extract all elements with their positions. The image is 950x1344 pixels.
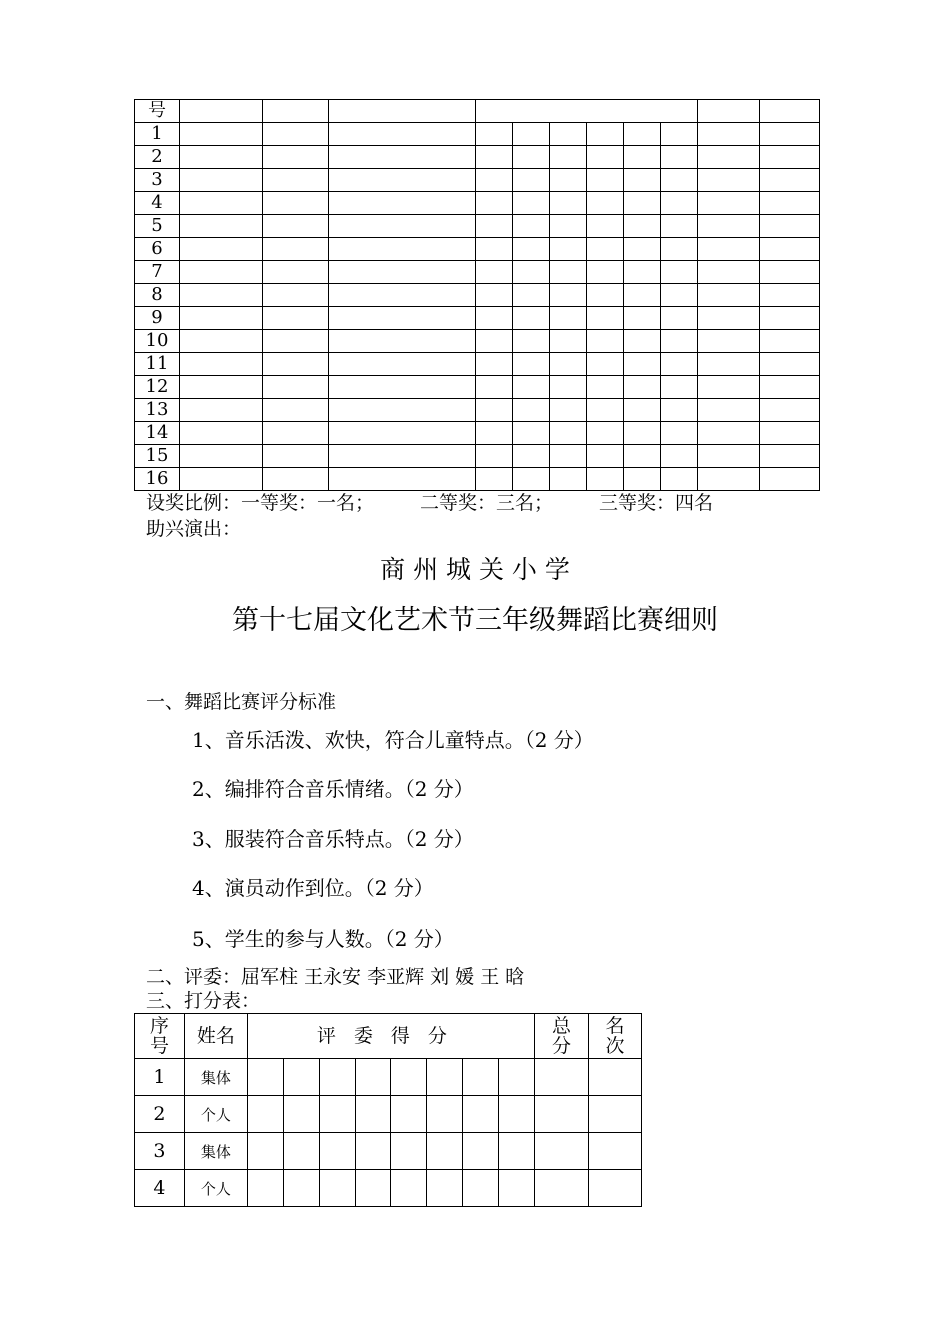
table-row	[135, 422, 820, 445]
empty-cell	[262, 192, 328, 215]
empty-cell	[476, 307, 513, 330]
score-cell	[283, 1133, 319, 1170]
empty-cell	[328, 376, 476, 399]
empty-cell	[262, 445, 328, 468]
empty-cell	[624, 330, 661, 353]
score-cell	[427, 1170, 463, 1207]
score-cell	[247, 1133, 283, 1170]
entry-type: 个人	[184, 1170, 247, 1207]
empty-cell	[328, 123, 476, 146]
empty-cell	[550, 284, 587, 307]
criteria-item: 5、学生的参与人数。（2 分）	[192, 927, 454, 951]
criteria-item: 2、编排符合音乐情绪。（2 分）	[192, 777, 474, 801]
empty-cell	[262, 422, 328, 445]
empty-cell	[760, 192, 820, 215]
table-row	[135, 284, 820, 307]
entry-type: 集体	[184, 1059, 247, 1096]
empty-cell	[179, 307, 262, 330]
empty-cell	[262, 261, 328, 284]
empty-cell	[476, 238, 513, 261]
empty-cell	[587, 307, 624, 330]
empty-cell	[698, 330, 760, 353]
score-cell	[283, 1096, 319, 1133]
entry-number: 4	[135, 1170, 185, 1207]
name-header: 姓名	[184, 1014, 247, 1059]
empty-cell	[661, 353, 698, 376]
support-performance: 助兴演出：	[146, 518, 242, 540]
empty-cell	[550, 399, 587, 422]
section2-judges: 二、评委：屈军柱 王永安 李亚辉 刘 媛 王 晗	[146, 966, 525, 988]
score-cell	[355, 1096, 391, 1133]
score-cell	[499, 1059, 535, 1096]
empty-cell	[624, 261, 661, 284]
score-cell	[427, 1059, 463, 1096]
empty-cell	[698, 284, 760, 307]
criteria-item: 3、服装符合音乐特点。（2 分）	[192, 827, 474, 851]
empty-cell	[513, 215, 550, 238]
score-cell	[391, 1096, 427, 1133]
empty-cell	[698, 468, 760, 491]
row-number: 6	[135, 238, 180, 261]
empty-cell	[587, 330, 624, 353]
empty-cell	[262, 238, 328, 261]
score-cell	[319, 1170, 355, 1207]
empty-cell	[476, 146, 513, 169]
empty-cell	[661, 284, 698, 307]
empty-cell	[661, 445, 698, 468]
empty-cell	[550, 146, 587, 169]
empty-cell	[624, 238, 661, 261]
score-table-header	[135, 1014, 642, 1059]
empty-cell	[698, 376, 760, 399]
empty-cell	[760, 376, 820, 399]
empty-cell	[262, 353, 328, 376]
empty-cell	[661, 261, 698, 284]
empty-cell	[513, 284, 550, 307]
empty-cell	[328, 169, 476, 192]
criteria-item: 1、音乐活泼、欢快，符合儿童特点。（2 分）	[192, 728, 594, 752]
empty-cell	[513, 123, 550, 146]
empty-cell	[179, 192, 262, 215]
empty-cell	[328, 238, 476, 261]
empty-cell	[760, 146, 820, 169]
empty-cell	[179, 146, 262, 169]
empty-cell	[698, 169, 760, 192]
empty-cell	[760, 399, 820, 422]
empty-cell	[698, 146, 760, 169]
empty-cell	[661, 376, 698, 399]
empty-cell	[179, 169, 262, 192]
table-row	[135, 353, 820, 376]
empty-cell	[550, 330, 587, 353]
empty-cell	[760, 215, 820, 238]
empty-cell	[476, 399, 513, 422]
empty-cell	[550, 422, 587, 445]
score-cell	[283, 1170, 319, 1207]
score-sheet-top-table	[134, 99, 820, 491]
empty-cell	[587, 238, 624, 261]
table-row	[135, 307, 820, 330]
empty-cell	[179, 238, 262, 261]
entry-type: 个人	[184, 1096, 247, 1133]
judges-score-header: 评委得分	[247, 1014, 534, 1059]
empty-cell	[624, 146, 661, 169]
empty-cell	[513, 238, 550, 261]
entry-type: 集体	[184, 1133, 247, 1170]
score-cell	[588, 1059, 641, 1096]
empty-cell	[760, 123, 820, 146]
empty-cell	[698, 123, 760, 146]
empty-cell	[476, 123, 513, 146]
empty-cell	[262, 123, 328, 146]
row-number: 15	[135, 445, 180, 468]
empty-cell	[476, 353, 513, 376]
empty-cell	[476, 445, 513, 468]
empty-cell	[760, 261, 820, 284]
award-ratio-line: 设奖比例：一等奖：一名； 二等奖：三名； 三等奖：四名	[146, 492, 714, 514]
empty-cell	[513, 399, 550, 422]
table-row	[135, 376, 820, 399]
empty-cell	[476, 330, 513, 353]
empty-cell	[262, 146, 328, 169]
empty-cell	[550, 261, 587, 284]
section1-heading: 一、舞蹈比赛评分标准	[146, 691, 337, 713]
empty-cell	[698, 399, 760, 422]
empty-cell	[587, 353, 624, 376]
empty-cell	[328, 284, 476, 307]
score-cell	[427, 1133, 463, 1170]
table-row	[135, 238, 820, 261]
empty-cell	[624, 445, 661, 468]
row-number: 8	[135, 284, 180, 307]
empty-cell	[550, 215, 587, 238]
empty-cell	[624, 468, 661, 491]
empty-cell	[698, 445, 760, 468]
rank-header: 名 次	[588, 1014, 641, 1059]
table-row	[135, 1170, 642, 1207]
empty-cell	[328, 330, 476, 353]
empty-cell	[587, 376, 624, 399]
score-cell	[283, 1059, 319, 1096]
empty-cell	[513, 376, 550, 399]
empty-cell	[624, 169, 661, 192]
empty-cell	[179, 330, 262, 353]
empty-cell	[624, 353, 661, 376]
score-cell	[499, 1133, 535, 1170]
score-cell	[588, 1096, 641, 1133]
empty-cell	[587, 169, 624, 192]
empty-cell	[476, 192, 513, 215]
score-cell	[355, 1133, 391, 1170]
score-cell	[535, 1096, 589, 1133]
empty-cell	[587, 215, 624, 238]
score-cell	[588, 1170, 641, 1207]
table-row	[135, 192, 820, 215]
score-cell	[247, 1170, 283, 1207]
table-row	[135, 1133, 642, 1170]
score-cell	[247, 1059, 283, 1096]
table-row	[135, 1059, 642, 1096]
score-table	[134, 1013, 642, 1207]
empty-cell	[661, 238, 698, 261]
entry-number: 1	[135, 1059, 185, 1096]
empty-cell	[661, 307, 698, 330]
score-cell	[463, 1133, 499, 1170]
section3-heading: 三、打分表：	[146, 990, 261, 1012]
empty-cell	[698, 261, 760, 284]
row-number: 14	[135, 422, 180, 445]
empty-cell	[661, 146, 698, 169]
score-cell	[391, 1170, 427, 1207]
empty-cell	[587, 468, 624, 491]
score-cell	[319, 1059, 355, 1096]
score-cell	[463, 1059, 499, 1096]
empty-cell	[513, 422, 550, 445]
row-number: 2	[135, 146, 180, 169]
empty-cell	[587, 445, 624, 468]
empty-cell	[698, 422, 760, 445]
school-name: 商 州 城 关 小 学	[380, 555, 570, 584]
empty-cell	[550, 307, 587, 330]
empty-cell	[550, 468, 587, 491]
row-number: 3	[135, 169, 180, 192]
score-cell	[535, 1133, 589, 1170]
empty-cell	[587, 192, 624, 215]
empty-cell	[587, 284, 624, 307]
empty-cell	[179, 284, 262, 307]
empty-cell	[760, 422, 820, 445]
empty-cell	[262, 330, 328, 353]
header-cell: 号	[135, 100, 180, 123]
empty-cell	[661, 123, 698, 146]
score-cell	[535, 1170, 589, 1207]
empty-cell	[179, 399, 262, 422]
empty-cell	[698, 215, 760, 238]
entry-number: 2	[135, 1096, 185, 1133]
empty-cell	[624, 284, 661, 307]
entry-number: 3	[135, 1133, 185, 1170]
empty-cell	[550, 192, 587, 215]
empty-cell	[661, 192, 698, 215]
score-cell	[463, 1170, 499, 1207]
row-number: 5	[135, 215, 180, 238]
row-number: 11	[135, 353, 180, 376]
empty-cell	[262, 284, 328, 307]
total-header: 总 分	[535, 1014, 589, 1059]
empty-cell	[262, 215, 328, 238]
main-title: 第十七届文化艺术节三年级舞蹈比赛细则	[232, 605, 718, 636]
empty-cell	[476, 468, 513, 491]
table-row	[135, 169, 820, 192]
score-cell	[319, 1133, 355, 1170]
empty-cell	[262, 399, 328, 422]
empty-cell	[550, 169, 587, 192]
empty-cell	[328, 146, 476, 169]
empty-cell	[262, 468, 328, 491]
empty-cell	[661, 468, 698, 491]
empty-cell	[513, 192, 550, 215]
empty-cell	[328, 307, 476, 330]
empty-cell	[624, 307, 661, 330]
empty-cell	[262, 376, 328, 399]
empty-cell	[476, 169, 513, 192]
empty-cell	[550, 445, 587, 468]
empty-cell	[760, 238, 820, 261]
empty-cell	[513, 353, 550, 376]
empty-cell	[513, 330, 550, 353]
empty-cell	[179, 215, 262, 238]
empty-cell	[179, 353, 262, 376]
empty-cell	[587, 422, 624, 445]
criteria-item: 4、演员动作到位。（2 分）	[192, 876, 434, 900]
empty-cell	[698, 307, 760, 330]
empty-cell	[179, 445, 262, 468]
empty-cell	[661, 169, 698, 192]
empty-cell	[760, 330, 820, 353]
row-number: 13	[135, 399, 180, 422]
empty-cell	[476, 284, 513, 307]
empty-cell	[328, 215, 476, 238]
empty-cell	[587, 146, 624, 169]
empty-cell	[698, 353, 760, 376]
empty-cell	[513, 261, 550, 284]
empty-cell	[587, 261, 624, 284]
empty-cell	[328, 261, 476, 284]
empty-cell	[760, 445, 820, 468]
score-cell	[463, 1096, 499, 1133]
score-cell	[499, 1096, 535, 1133]
score-cell	[499, 1170, 535, 1207]
empty-cell	[624, 215, 661, 238]
empty-cell	[328, 422, 476, 445]
empty-cell	[698, 192, 760, 215]
table-row	[135, 330, 820, 353]
score-cell	[355, 1170, 391, 1207]
empty-cell	[328, 399, 476, 422]
empty-cell	[661, 330, 698, 353]
empty-cell	[760, 169, 820, 192]
empty-cell	[624, 123, 661, 146]
empty-cell	[513, 307, 550, 330]
row-number: 4	[135, 192, 180, 215]
empty-cell	[179, 376, 262, 399]
empty-cell	[328, 445, 476, 468]
empty-cell	[179, 468, 262, 491]
empty-cell	[661, 399, 698, 422]
score-cell	[427, 1096, 463, 1133]
empty-cell	[587, 123, 624, 146]
table-row	[135, 123, 820, 146]
empty-cell	[476, 422, 513, 445]
empty-cell	[624, 192, 661, 215]
table-row	[135, 445, 820, 468]
empty-cell	[513, 169, 550, 192]
empty-cell	[262, 169, 328, 192]
empty-cell	[698, 238, 760, 261]
score-cell	[391, 1059, 427, 1096]
table-row	[135, 399, 820, 422]
empty-cell	[179, 422, 262, 445]
table-header-row	[135, 100, 820, 123]
seq-header: 序 号	[135, 1014, 185, 1059]
empty-cell	[760, 353, 820, 376]
empty-cell	[661, 215, 698, 238]
score-cell	[355, 1059, 391, 1096]
empty-cell	[760, 307, 820, 330]
empty-cell	[179, 261, 262, 284]
score-cell	[319, 1096, 355, 1133]
empty-cell	[513, 445, 550, 468]
empty-cell	[760, 284, 820, 307]
empty-cell	[328, 192, 476, 215]
score-cell	[391, 1133, 427, 1170]
table-row	[135, 215, 820, 238]
score-cell	[247, 1096, 283, 1133]
empty-cell	[587, 399, 624, 422]
table-row	[135, 1096, 642, 1133]
empty-cell	[179, 123, 262, 146]
empty-cell	[328, 468, 476, 491]
empty-cell	[550, 376, 587, 399]
empty-cell	[513, 146, 550, 169]
empty-cell	[624, 376, 661, 399]
score-cell	[588, 1133, 641, 1170]
table-row	[135, 146, 820, 169]
score-cell	[535, 1059, 589, 1096]
empty-cell	[550, 238, 587, 261]
empty-cell	[476, 215, 513, 238]
empty-cell	[624, 399, 661, 422]
empty-cell	[624, 422, 661, 445]
table-row	[135, 468, 820, 491]
empty-cell	[550, 353, 587, 376]
row-number: 1	[135, 123, 180, 146]
empty-cell	[262, 307, 328, 330]
empty-cell	[550, 123, 587, 146]
row-number: 12	[135, 376, 180, 399]
row-number: 9	[135, 307, 180, 330]
row-number: 7	[135, 261, 180, 284]
empty-cell	[513, 468, 550, 491]
row-number: 16	[135, 468, 180, 491]
empty-cell	[328, 353, 476, 376]
table-row	[135, 261, 820, 284]
empty-cell	[661, 422, 698, 445]
empty-cell	[476, 376, 513, 399]
empty-cell	[760, 468, 820, 491]
empty-cell	[476, 261, 513, 284]
row-number: 10	[135, 330, 180, 353]
